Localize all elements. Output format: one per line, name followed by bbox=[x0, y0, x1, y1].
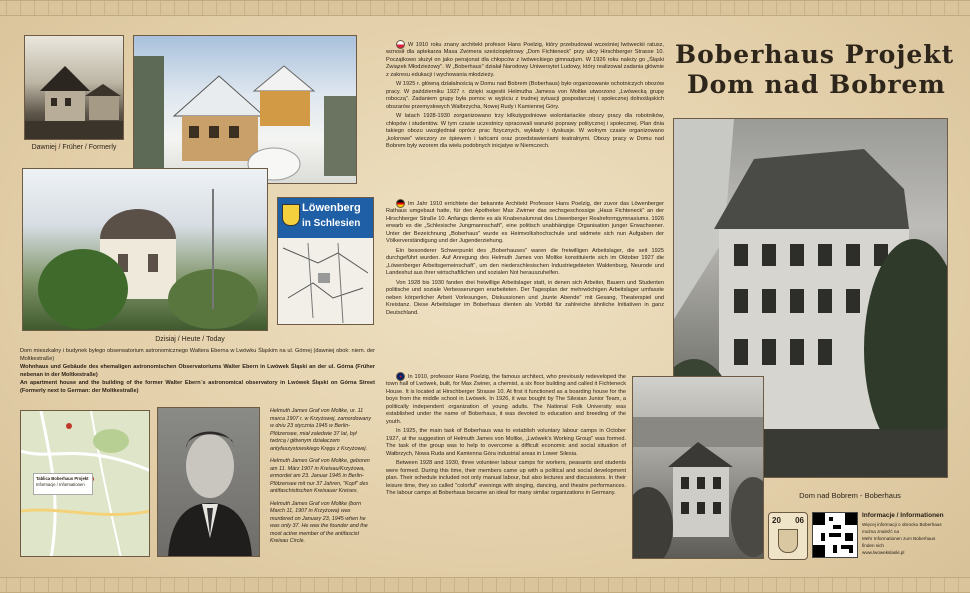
lowenberg-header bbox=[278, 198, 374, 238]
map-legend-sub: Informacje / Informationen bbox=[36, 482, 85, 487]
info-title: Informacje / Informationen bbox=[862, 512, 944, 519]
title-line-2: Dom nad Bobrem bbox=[687, 70, 946, 99]
text-en-1: In 1910, professor Hans Poelzig, the famous architect, who previously redeveloped the town hall of Lwówek, built, for Max Zwiner, a chemist, a six floor building and called it Fichteneck House. It is located at Hirschberger Strasse 10. At first it functioned as a boarding house for the boys from the middle school in Lwówek. In 1926, it was bought by The Silesian Junior Team, a politically independent organization of young adults. The National Folk University was established under the name of Boberhaus, it was devoted to education and breeding of the youth. bbox=[386, 373, 626, 425]
text-polish bbox=[386, 40, 664, 153]
town-crest-icon bbox=[282, 204, 300, 226]
info-line: finden sich bbox=[862, 543, 884, 548]
moltke-text-de: Helmuth James Graf von Moltke, geboren am 11. März 1907 in Kreisau/Krzyżowa, ermordet am 23. Januar 1945 in Berlin-Plötzensee mit nur 37 Jahren, "Kopf" des antifaschistischen Kreisauer Kreises. bbox=[270, 458, 370, 494]
lowenberg-title: Löwenberg bbox=[302, 202, 361, 214]
flag-pl-icon bbox=[396, 40, 405, 49]
map-legend bbox=[33, 473, 93, 495]
title-line-1: Boberhaus Projekt bbox=[675, 40, 955, 69]
town-map bbox=[20, 410, 150, 557]
info-line: Więcej informacji o obrocku Boberhaus bbox=[862, 522, 942, 527]
text-german bbox=[386, 199, 664, 319]
observatory-caption-pl: Dom mieszkalny i budynek byłego obserwatorium astronomicznego Waltera Eberna w Lwówku Śląskim na ul. Górnej (dawniej obok: niem. der Moltkestraße) bbox=[20, 348, 375, 362]
text-en-3: Between 1928 and 1930, three volunteer labour camps for workers, peasants and students were formed. During this time, their members came up with a political and social development plan. Their schedule included not only manual labour, but also lectures and discussions. In their leisure time, they so called "colorful" evenings with singing, dancing, and theatre performances. The labour camps at Boberhaus became an ideal for many similar organizations in Germany. bbox=[386, 460, 626, 497]
text-en-2: In 1925, the main task of Boberhaus was to establish voluntary labour camps in October 1927, at the suggestion of Helmuth James von Moltke, „Lwówek's Working Group" was formed. The task of the group was to help to overcome a difficult economic and social situation of Wałbrzych, Nowa Ruda and Kamienna Góra industrial areas in Lower Silesia. bbox=[386, 428, 626, 457]
moltke-text-pl: Helmuth James Graf von Moltke, ur. 11 marca 1907 r. w Krzyżowej, zamordowany w dniu 23 stycznia 1945 w Berlin-Plötzensee, miał zaledwie 37 lat, był twórcą i głównym działaczem antyfaszystowskiego Kręgu z Krzyżowej. bbox=[270, 408, 372, 452]
lowenberg-sign bbox=[277, 197, 374, 325]
observatory-caption bbox=[20, 347, 375, 395]
photo-historic-view bbox=[632, 376, 764, 559]
text-de-1: Im Jahr 1910 errichtete der bekannte Architekt Professor Hans Poelzig, der zuvor das Löwenberger Rathaus umgebaut hatte, für den Apotheker Max Zwirner das sechsgeschossige „Haus Fichteneck" an der Hirschberger Straße 10. Anfangs diente es als Knabenalumnat des Löwenberger Realreformgymnasiums. 1926 erwarb es die „Schlesische Jungmannschaft", eine politisch unabhängige Organisation junger Erwachsener. Unter der Bezeichnung „Boberhaus" wurde es Heimvolkshochschule und widmete sich nun Aufgaben der Völkerverständigung und der Jugenderziehung. bbox=[386, 200, 664, 245]
poster-title bbox=[675, 40, 960, 100]
lowenberg-subtitle: in Schlesien bbox=[302, 218, 361, 229]
caption-formerly: Dawniej / Früher / Formerly bbox=[31, 144, 117, 151]
text-pl-3: W latach 1928-1930 zorganizowano trzy kilkutygodniowe wolontariackie obozy pracy dla robotników, chłopów i studentów. W tym czasie uczestnicy opracowali warunki poprawy politycznej i społecznej. Plan dnia takiego obozu uwzględniał oprócz prac fizycznych, wykłady i dyskusje. W wolnym czasie organizowano „kolorowe" wieczory ze śpiewem i tańcami oraz przedstawieniami teatralnymi. Obozy pracy w Domu nad Bobrem były wzorem dla wielu podobnych inicjatyw w Niemczech. bbox=[386, 113, 664, 150]
moltke-portrait bbox=[157, 407, 260, 557]
caption-today: Dzisiaj / Heute / Today bbox=[155, 336, 225, 343]
info-line: Mehr Informationen zum Boberhaus bbox=[862, 536, 936, 541]
moltke-text bbox=[270, 408, 373, 546]
anniversary-logo bbox=[768, 512, 808, 560]
top-border bbox=[0, 0, 970, 16]
logo-left-number: 20 bbox=[772, 516, 781, 525]
photo-formerly bbox=[24, 35, 124, 140]
qr-code-icon bbox=[812, 512, 858, 558]
info-line: można znaleźć na bbox=[862, 529, 900, 534]
flag-uk-icon bbox=[396, 372, 405, 381]
observatory-caption-de: Wohnhaus und Gebäude des ehemaligen astronomischen Observatoriums Walter Ebern in Lwówek Śląski an der ul. Górna (Früher nebenan in der Moltkestraße) bbox=[20, 364, 375, 378]
text-english bbox=[386, 372, 626, 500]
flag-de-icon bbox=[396, 199, 405, 208]
photo-winter bbox=[133, 35, 357, 184]
text-pl-1: W 1910 roku znany architekt profesor Hans Poelzig, który przebudował wcześniej lwóweckii ratusz, wznosił dla aptekarza Maxa Zwirnera sześciopiętrowy „Dom Fichteneck" przy ulicy Hirschberger Strasse 10. Początkowo służył on jako pensjonat dla chłopców z lwóweckiego gimnazjum. W 1926 roku należy go „Śląski Związek Młodzieżowy". W „Boberhaus" działał Narodowy Uniwersytet Ludowy, który realizował zadania głównie z zakresu edukacji i wychowania młodzieży. bbox=[386, 41, 664, 78]
photo-today bbox=[22, 168, 268, 331]
logo-emblem-icon bbox=[778, 529, 798, 553]
map-legend-title: Tablica Boberhaus Projekt bbox=[36, 476, 89, 481]
text-de-3: Von 1928 bis 1930 fanden drei freiwillige Arbeitslager statt, in denen sich Arbeiter, Bauern und Studenten politische und soziale Verbesserungen erarbeiteten. Der Tagesplan der mehrwöchigen Arbeitslager umfasste neben körperlicher Arbeit Vorlesungen, Diskussionen und „bunte Abende" mit Gesang, Theaterspiel und Kreistanz. Diese Arbeitslager im Boberhaus dienten als Vorbild für zahlreiche ähnliche Initiativen in ganz Deutschland. bbox=[386, 279, 664, 316]
text-pl-2: W 1925 r. główną działalnością w Domu nad Bobrem (Boberhaus) było organizowanie ochotniczych obozów pracy. W październiku 1927 r. dzięki sugestii Helmutha Jamesa von Moltke utworzono „Lwówecką grupę roboczą". Zadaniem grupy była pomoc w wyjściu z trudnej sytuacji gospodarczej i społecznej dolnośląskich obszarów przemysłowych Wałbrzycha, Nowej Rudy i Kamiennej Góry. bbox=[386, 81, 664, 110]
info-block bbox=[862, 512, 962, 556]
moltke-text-en: Helmuth James Graf von Moltke (born March 11, 1907 in Krzyżowa) was murdered on January 23, 1945 when he was only 37. He was the founder and the most active member of the antifascist Kreisau Circle. bbox=[270, 500, 368, 544]
info-website-link[interactable]: www.lwowekslaski.pl bbox=[862, 550, 905, 555]
caption-main-photo: Dom nad Bobrem - Boberhaus bbox=[799, 491, 901, 500]
logo-right-number: 06 bbox=[795, 516, 804, 525]
lowenberg-map bbox=[278, 238, 374, 325]
observatory-caption-en: An apartment house and the building of the former Walter Ebern´s astronomical observatory in Lwówek Śląski on Górna Street (Formerly next to German: der Moltkestraße) bbox=[20, 380, 375, 394]
text-de-2: Ein besonderer Schwerpunkt des „Boberhauses" waren die freiwilligen Arbeitslager, die seit 1925 durchgeführt wurden. Auf Anregung des Helmuth James von Moltke konstituierte sich im Oktober 1927 die „Löwenberger Arbeitsgemeinschaft", um den niederschlesischen Industriegebieten Waldenburg, Neurode und Landeshut aus ihrer wirtschaftlichen und sozialen Not herauszuhelfen. bbox=[386, 247, 664, 277]
